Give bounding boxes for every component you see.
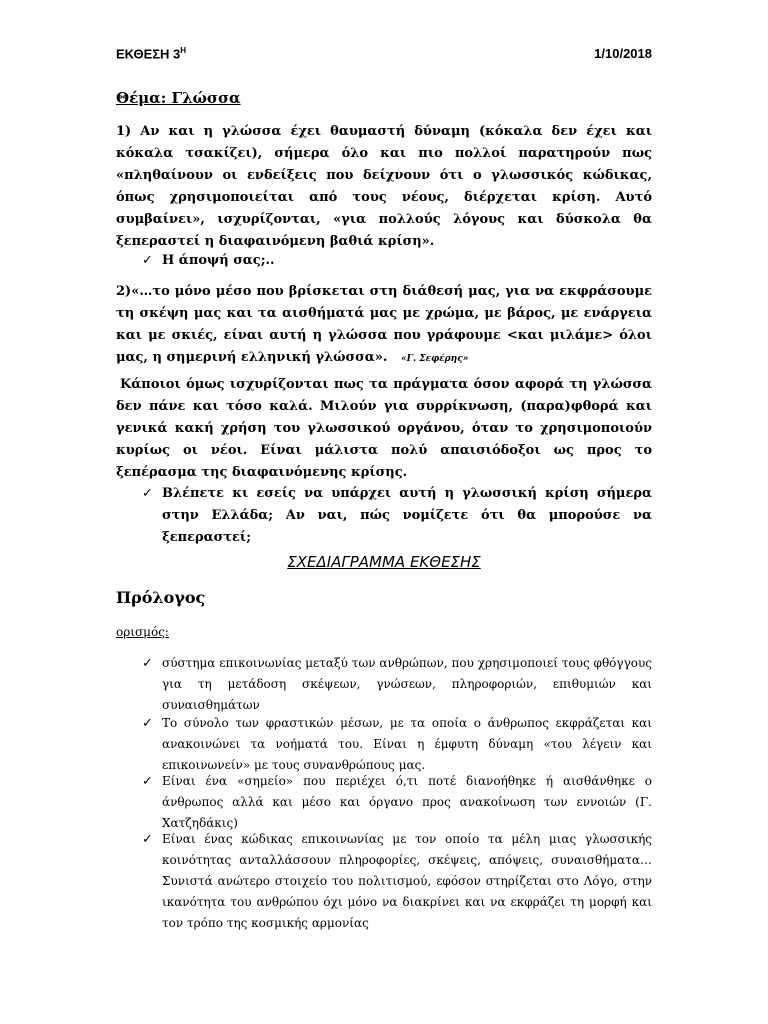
- definition-label: ορισμός:: [116, 625, 169, 639]
- definition-item: [142, 829, 652, 934]
- header-title-superscript: Η: [180, 46, 187, 55]
- definition-item: [142, 771, 652, 834]
- check-icon: ✓: [142, 656, 153, 671]
- check-icon: ✓: [142, 832, 153, 847]
- part1-question: [142, 250, 652, 272]
- header-date: 1/10/2018: [594, 46, 652, 61]
- definition-item: [142, 713, 652, 776]
- definition-item: [142, 653, 652, 716]
- check-icon: ✓: [142, 486, 153, 501]
- check-icon: ✓: [142, 253, 153, 268]
- header-title-text: ΕΚΘΕΣΗ 3: [116, 46, 181, 62]
- part1-paragraph: 1) Αν και η γλώσσα έχει θαυμαστή δύναμη (κόκαλα δεν έχει και κόκαλα τσακίζει), σήμερα όλο και πιο πολλοί παρατηρούν πως «πληθαίνουν οι ενδείξεις που δείχνουν ότι ο γλωσσικός κώδικας, όπως χρησιμοποιείται από τους νέους, διέρχεται κρίση. Αυτό συμβαίνει», ισχυρίζονται, «για πολλούς λόγους και δύσκολα θα ξεπεραστεί η διαφαινόμενη βαθιά κρίση».: [116, 124, 652, 249]
- part2-quote-text: 2)«…το μόνο μέσο που βρίσκεται στη διάθεσή μας, για να εκφράσουμε τη σκέψη μας και τα αισθήματά μας με χρώμα, με βάρος, με ενάργεια και με σκιές, είναι αυτή η γλώσσα που γράφουμε <και μιλάμε> όλοι μας, η σημερινή ελληνική γλώσσα».: [116, 284, 652, 365]
- prologue-heading: Πρόλογος: [116, 588, 206, 607]
- topic-heading: Θέμα: Γλώσσα: [116, 89, 241, 107]
- header-title: [116, 46, 186, 61]
- part2-question-text: Βλέπετε κι εσείς να υπάρχει αυτή η γλωσσική κρίση σήμερα στην Ελλάδα; Αν ναι, πώς νομίζετε ότι θα μπορούσε να ξεπεραστεί;: [162, 486, 652, 545]
- definition-text: σύστημα επικοινωνίας μεταξύ των ανθρώπων, που χρησιμοποιεί τους φθόγγους για τη μετάδοση σκέψεων, γνώσεων, πληροφοριών, επιθυμιών και συναισθημάτων: [162, 656, 652, 712]
- check-icon: ✓: [142, 774, 153, 789]
- outline-title: ΣΧΕΔΙΑΓΡΑΜΜΑ ΕΚΘΕΣΗΣ: [287, 553, 481, 571]
- part2-paragraph: Κάποιοι όμως ισχυρίζονται πως τα πράγματα όσον αφορά τη γλώσσα δεν πάνε και τόσο καλά. Μιλούν για συρρίκνωση, (παρα)φθορά και γενικά κακή χρήση του γλωσσικού οργάνου, όταν το χρησιμοποιούν κυρίως οι νέοι. Είναι μάλιστα πολύ απαισιόδοξοι ως προς το ξεπέρασμα της διαφαινόμενης κρίσης.: [116, 377, 652, 480]
- quote-author: «Γ. Σεφέρης»: [400, 354, 469, 364]
- definition-text: Είναι ένας κώδικας επικοινωνίας με τον οποίο τα μέλη μιας γλωσσικής κοινότητας ανταλλάσσουν πληροφορίες, σκέψεις, απόψεις, συναισθήματα… Συνιστά ανώτερο στοιχείο του πολιτισμού, εφόσον στηρίζεται στο Λόγο, στην ικανότητα του ανθρώπου όχι μόνο να διακρίνει και να εκφράζει τη μορφή και τον τρόπο της κοσμικής αρμονίας: [162, 832, 652, 930]
- part2-quote: [116, 281, 652, 370]
- part2-question: [142, 483, 652, 549]
- definition-text: Το σύνολο των φραστικών μέσων, με τα οποία ο άνθρωπος εκφράζεται και ανακοινώνει τα νοήματά του. Είναι η έμφυτη δύναμη «του λέγειν και επικοινωνείν» με τους συνανθρώπους μας.: [162, 716, 652, 772]
- check-icon: ✓: [142, 716, 153, 731]
- part1-question-text: Η άποψή σας;..: [162, 253, 275, 268]
- definition-text: Είναι ένα «σημείο» που περιέχει ό,τι ποτέ διανοήθηκε ή αισθάνθηκε ο άνθρωπος αλλά και μέσο και όργανο προς ανακοίνωση των εννοιών (Γ. Χατζηδάκις): [162, 774, 652, 830]
